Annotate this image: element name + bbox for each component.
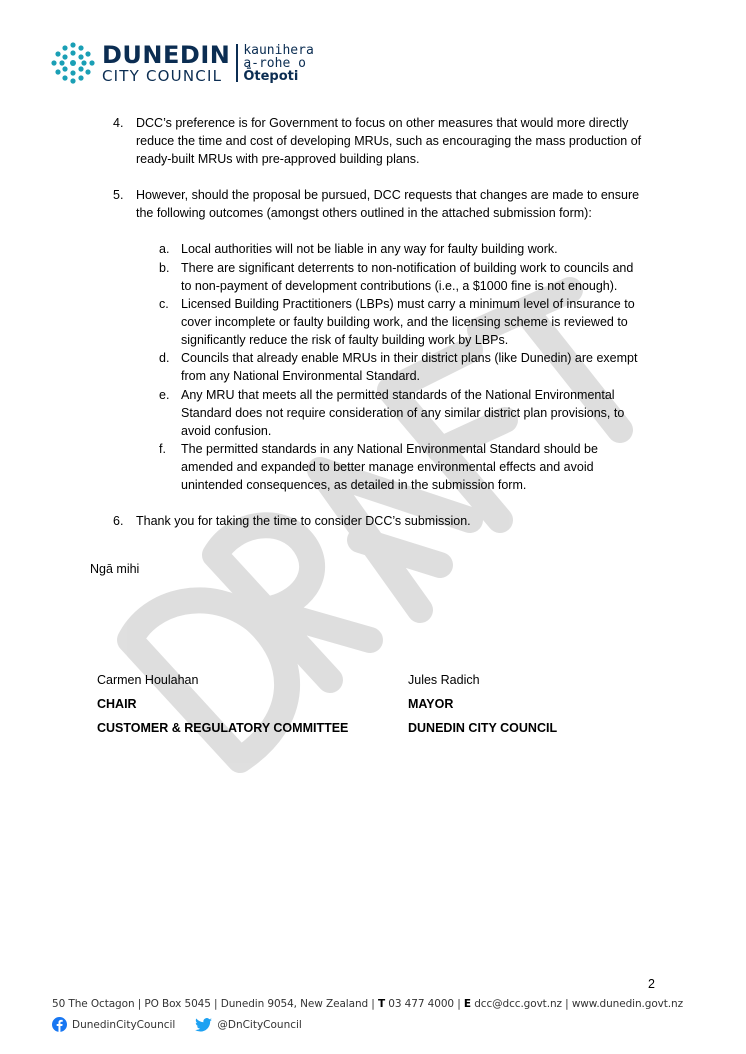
subitem-a-letter: a. <box>159 242 170 256</box>
footer-address: 50 The Octagon | PO Box 5045 | Dunedin 9054, New Zealand | <box>52 998 378 1010</box>
item-4-line: DCC’s preference is for Government to focus on other measures that would more directly <box>136 116 629 130</box>
subitem-e-letter: e. <box>159 388 170 402</box>
item-4-line: ready-built MRUs with pre-approved building plans. <box>136 152 420 166</box>
footer-social <box>52 1017 302 1032</box>
signatory-2-name: Jules Radich <box>408 673 480 687</box>
subitem-line: significantly reduce the risk of faulty building work by LBPs. <box>181 333 509 347</box>
signatory-2-org: DUNEDIN CITY COUNCIL <box>408 721 558 735</box>
subitem-d-letter: d. <box>159 351 170 365</box>
signatory-2 <box>408 671 557 737</box>
subitem-line: Any MRU that meets all the permitted standards of the National Environmental <box>181 388 615 402</box>
subitem-line: from any National Environmental Standard. <box>181 369 421 383</box>
logo-city-council-text: CITY COUNCIL <box>102 66 223 85</box>
subitem-e-text <box>181 386 701 440</box>
subitem-f-letter: f. <box>159 442 166 456</box>
logo-maori-line2: a-rohe o <box>243 55 306 71</box>
logo-dunedin-text: DUNEDIN <box>102 40 231 69</box>
signatory-1-org: CUSTOMER & REGULATORY COMMITTEE <box>97 721 349 735</box>
facebook-icon <box>52 1017 67 1032</box>
subitem-a-text <box>181 240 701 258</box>
twitter-handle[interactable]: @DnCityCouncil <box>217 1018 302 1031</box>
subitem-line: Standard does not require consideration of any similar district plan provisions, to <box>181 406 625 420</box>
twitter-icon <box>195 1018 212 1032</box>
footer-contact <box>52 998 683 1010</box>
subitem-c-letter: c. <box>159 297 169 311</box>
subitem-b-letter: b. <box>159 261 170 275</box>
signatory-1-role: CHAIR <box>97 697 137 711</box>
logo-maori-line1: kaunihera <box>243 42 314 58</box>
subitem-f-text <box>181 440 701 494</box>
facebook-handle[interactable]: DunedinCityCouncil <box>72 1018 176 1031</box>
subitem-line: avoid confusion. <box>181 424 272 438</box>
item-5-line: the following outcomes (amongst others outlined in the attached submission form): <box>136 206 592 220</box>
page-number: 2 <box>648 977 655 991</box>
signatory-2-role: MAYOR <box>408 697 454 711</box>
signatory-1 <box>97 671 348 737</box>
subitem-d-text <box>181 349 701 385</box>
logo-divider <box>236 44 238 82</box>
dcc-logo-mark-icon <box>50 41 96 85</box>
footer-email-web[interactable]: dcc@dcc.govt.nz | www.dunedin.govt.nz <box>470 998 683 1010</box>
subitem-line: Local authorities will not be liable in any way for faulty building work. <box>181 242 558 256</box>
subitem-b-text <box>181 259 701 295</box>
item-5-number: 5. <box>113 188 124 202</box>
dcc-logo <box>50 41 314 85</box>
item-5-line: However, should the proposal be pursued, DCC requests that changes are made to ensure <box>136 188 640 202</box>
closing-salutation: Ngā mihi <box>90 562 140 576</box>
item-4-line: reduce the time and cost of developing MRUs, such as encouraging the mass production of <box>136 134 642 148</box>
item-4-text <box>136 114 696 168</box>
subitem-line: Licensed Building Practitioners (LBPs) must carry a minimum level of insurance to <box>181 297 635 311</box>
footer-phone: 03 477 4000 | <box>385 998 464 1010</box>
item-6-text: Thank you for taking the time to consider DCC’s submission. <box>136 514 471 528</box>
subitem-line: cover incomplete or faulty building work, and the licensing scheme is reviewed to <box>181 315 628 329</box>
subitem-c-text <box>181 295 701 349</box>
subitem-line: There are significant deterrents to non-notification of building work to councils and <box>181 261 634 275</box>
subitem-line: The permitted standards in any National Environmental Standard should be <box>181 442 598 456</box>
subitem-line: Councils that already enable MRUs in their district plans (like Dunedin) are exempt <box>181 351 638 365</box>
footer-t-label: T <box>377 998 386 1010</box>
item-5-text <box>136 186 696 222</box>
item-4-number: 4. <box>113 116 124 130</box>
footer-e-label: E <box>463 998 471 1010</box>
subitem-line: to non-payment of development contributions (i.e., a $1000 fine is not enough). <box>181 279 618 293</box>
subitem-line: amended and expanded to better manage environmental effects and avoid <box>181 460 594 474</box>
subitem-line: unintended consequences, as detailed in the submission form. <box>181 478 527 492</box>
signatory-1-name: Carmen Houlahan <box>97 673 199 687</box>
logo-maori-line3: Ōtepoti <box>243 68 299 84</box>
item-6-number: 6. <box>113 514 124 528</box>
